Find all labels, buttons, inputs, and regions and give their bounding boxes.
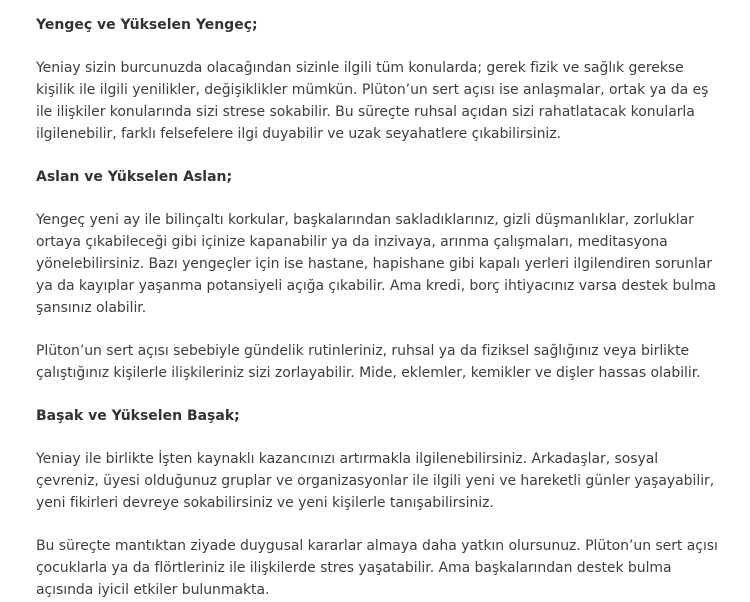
section-heading-yengec: Yengeç ve Yükselen Yengeç; <box>36 17 258 33</box>
section-heading-aslan: Aslan ve Yükselen Aslan; <box>36 169 233 185</box>
paragraph: Yengeç yeni ay ile bilinçaltı korkular, başkalarından sakladıklarınız, gizli düşmanlıklar, zorluklar ortaya çıkabileceği gibi içinize kapanabilir ya da inzivaya, arınma çalışmaları, meditasyona yönelebilirsiniz. Bazı yengeçler için ise hastane, hapishane gibi kapalı yerleri ilgilendiren sorunlar ya da kayıplar yaşanma potansiyeli açığa çıkabilir. Ama kredi, borç ihtiyacınız varsa destek bulma şansınız olabilir. <box>36 212 717 316</box>
section-heading-basak: Başak ve Yükselen Başak; <box>36 408 240 424</box>
paragraph: Yeniay sizin burcunuzda olacağından sizinle ilgili tüm konularda; gerek fizik ve sağlık gerekse kişilik ile ilgili yenilikler, değişiklikler mümkün. Plüton’un sert açısı ise anlaşmalar, ortak ya da eş ile ilişkiler konularında sizi strese sokabilir. Bu süreçte ruhsal açıdan sizi rahatlatacak konularla ilgilenebilir, farklı felsefelere ilgi duyabilir ve uzak seyahatlere çıkabilirsiniz. <box>36 60 709 142</box>
paragraph: Plüton’un sert açısı sebebiyle gündelik rutinleriniz, ruhsal ya da fiziksel sağlığınız veya birlikte çalıştığınız kişilerle ilişkileriniz sizi zorlayabilir. Mide, eklemler, kemikler ve dişler hassas olabilir. <box>36 343 701 381</box>
paragraph: Yeniay ile birlikte İşten kaynaklı kazancınızı artırmakla ilgilenebilirsiniz. Arkadaşlar, sosyal çevreniz, üyesi olduğunuz gruplar ve organizasyonlar ile ilgili yeni ve hareketli günler yaşayabilir, yeni fikirleri devreye sokabilirsiniz ve yeni kişilerle tanışabilirsiniz. <box>36 451 715 511</box>
paragraph: Bu süreçte mantıktan ziyade duygusal kararlar almaya daha yatkın olursunuz. Plüton’un sert açısı çocuklarla ya da flörtleriniz ile ilişkilerde stres yaşatabilir. Ama başkalarından destek bulma açısında iyicil etkiler bulunmakta. <box>36 538 718 598</box>
